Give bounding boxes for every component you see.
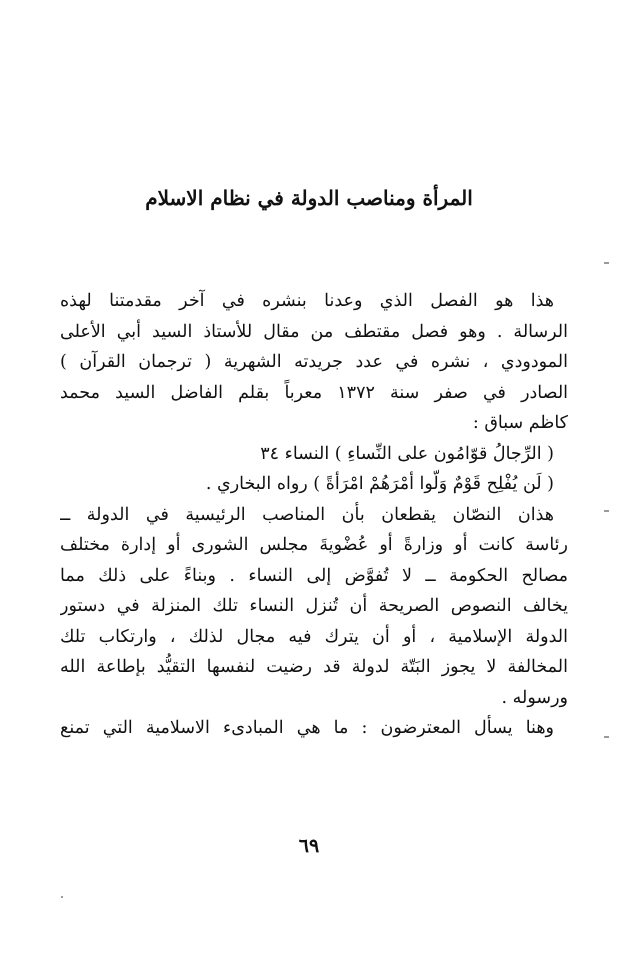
text-line: المخالفة لا يجوز البَتّة لدولة قد رضيت لنفسها التقيُّد بإطاعة الله <box>60 657 568 677</box>
chapter-title: المرأة ومناصب الدولة في نظام الاسلام <box>145 186 473 210</box>
body-text <box>60 286 568 744</box>
text-line: الصادر في صفر سنة ١٣٧٢ معرباً بقلم الفاضل السيد محمد <box>60 382 568 403</box>
text-line: ورسوله . <box>501 687 568 708</box>
scan-mark <box>604 736 609 738</box>
text-line: كاظم سباق : <box>472 413 568 433</box>
text-line: المودودي ، نشره في عدد جريدته الشهرية ( ترجمان القرآن ) <box>60 352 568 372</box>
text-line: الدولة الإسلامية ، أو أن يترك فيه مجال لذلك ، وارتكاب تلك <box>60 626 568 647</box>
scan-mark <box>61 896 63 898</box>
quote-line: ( لَن يُفْلِح قَوْمٌ وَلّوا أمْرَهُمْ امْرَأةً ) رواه البخاري . <box>205 474 554 494</box>
scan-mark <box>604 262 609 264</box>
page-number: ٦٩ <box>298 835 320 857</box>
quote-line: ( الرِّجالُ قوّامُون على النِّساءِ ) النساء ٣٤ <box>260 443 554 464</box>
text-line: هذان النصّان يقطعان بأن المناصب الرئيسية في الدولة ــ <box>60 504 554 525</box>
text-line: رئاسة كانت أو وزارةً أو عُضْويةَ مجلس الشورى أو إدارة مختلف <box>60 535 568 555</box>
text-line: وهنا يسأل المعترضون : ما هي المبادىء الاسلامية التي تمنع <box>60 718 554 738</box>
text-line: مصالح الحكومة ــ لا تُفوَّض إلى النساء . وبناءً على ذلك مما <box>60 565 568 586</box>
text-line: هذا هو الفصل الذي وعدنا بنشره في آخر مقدمتنا لهذه <box>60 291 554 311</box>
text-line: الرسالة . وهو فصل مقتطف من مقال للأستاذ السيد أبي الأعلى <box>60 321 568 342</box>
text-line: يخالف النصوص الصريحة أن تُنزل النساء تلك المنزلة في دستور <box>60 596 568 616</box>
scan-mark <box>604 510 609 512</box>
